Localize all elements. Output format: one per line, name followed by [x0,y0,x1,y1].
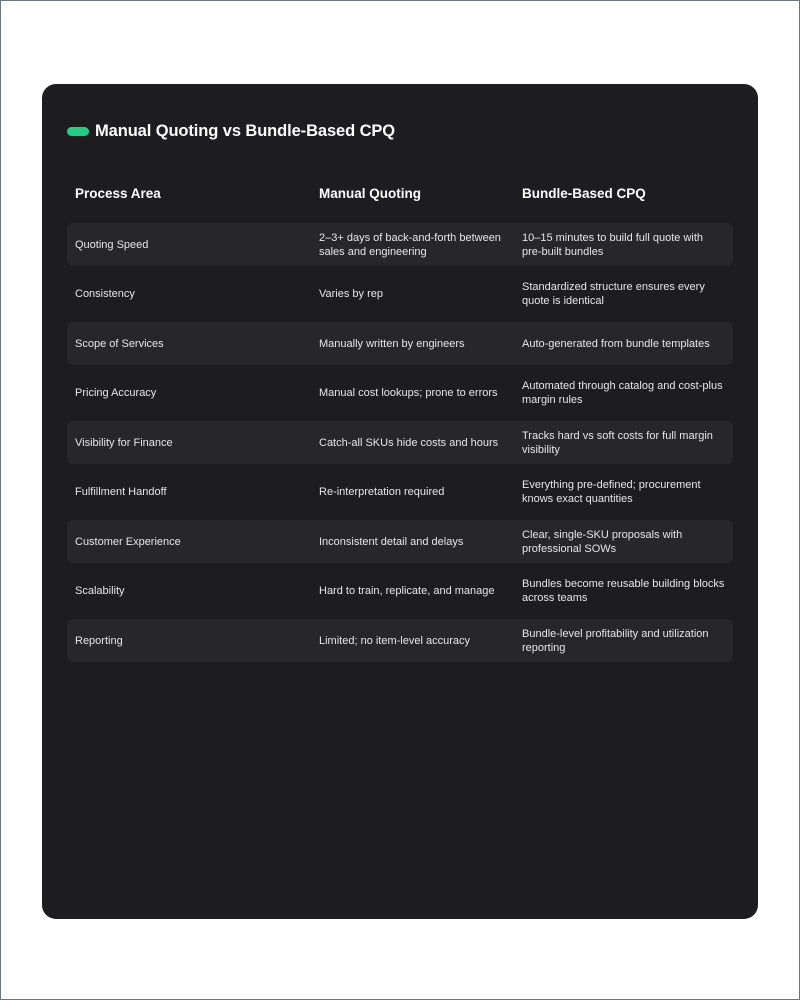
cell-bundle-cpq: Auto-generated from bundle templates [522,337,710,350]
table-body [67,223,733,662]
cell-manual-quoting: Catch-all SKUs hide costs and hours [319,436,499,449]
table-row [67,471,733,514]
cell-bundle-cpq: Clear, single-SKU proposals with professional SOWs [522,528,683,555]
cell-process-area: Quoting Speed [75,238,149,251]
cell-process-area: Customer Experience [75,535,181,548]
cell-process-area: Pricing Accuracy [75,387,157,399]
cell-bundle-cpq: Everything pre-defined; procurement knows exact quantities [522,479,701,505]
cell-process-area: Scalability [75,585,125,597]
cell-bundle-cpq: Tracks hard vs soft costs for full margin visibility [522,429,713,456]
table-row [67,421,733,464]
table-row [67,619,733,662]
table-row [67,570,733,613]
cell-process-area: Fulfillment Handoff [75,486,167,498]
comparison-table [67,172,733,669]
cell-manual-quoting: Manually written by engineers [319,337,465,350]
cell-manual-quoting: Re-interpretation required [319,486,445,498]
cell-process-area: Reporting [75,634,123,647]
table-row [67,223,733,266]
comparison-card [42,84,758,919]
card-header [67,122,395,141]
header-process-area: Process Area [75,185,161,201]
cell-bundle-cpq: Bundle-level profitability and utilization reporting [522,627,709,654]
table-header [67,172,733,214]
header-bundle-cpq: Bundle-Based CPQ [522,185,646,201]
table-row [67,273,733,316]
header-manual-quoting: Manual Quoting [319,185,421,201]
cell-bundle-cpq: Bundles become reusable building blocks across teams [522,578,725,604]
accent-pill-icon [67,127,89,136]
card-title: Manual Quoting vs Bundle-Based CPQ [95,122,396,140]
cell-manual-quoting: Manual cost lookups; prone to errors [319,387,498,399]
cell-manual-quoting: Hard to train, replicate, and manage [319,585,495,597]
cell-manual-quoting: Limited; no item-level accuracy [319,634,471,647]
cell-process-area: Scope of Services [75,337,164,350]
cell-bundle-cpq: Standardized structure ensures every quote is identical [522,281,705,307]
cell-process-area: Visibility for Finance [75,436,173,449]
table-row [67,520,733,563]
cell-bundle-cpq: Automated through catalog and cost-plus margin rules [522,380,723,406]
table-row [67,322,733,365]
cell-process-area: Consistency [75,288,135,300]
cell-manual-quoting: Varies by rep [319,288,383,300]
cell-bundle-cpq: 10–15 minutes to build full quote with pre-built bundles [522,231,704,258]
table-row [67,372,733,415]
cell-manual-quoting: 2–3+ days of back-and-forth between sales and engineering [319,231,501,258]
cell-manual-quoting: Inconsistent detail and delays [319,535,464,548]
